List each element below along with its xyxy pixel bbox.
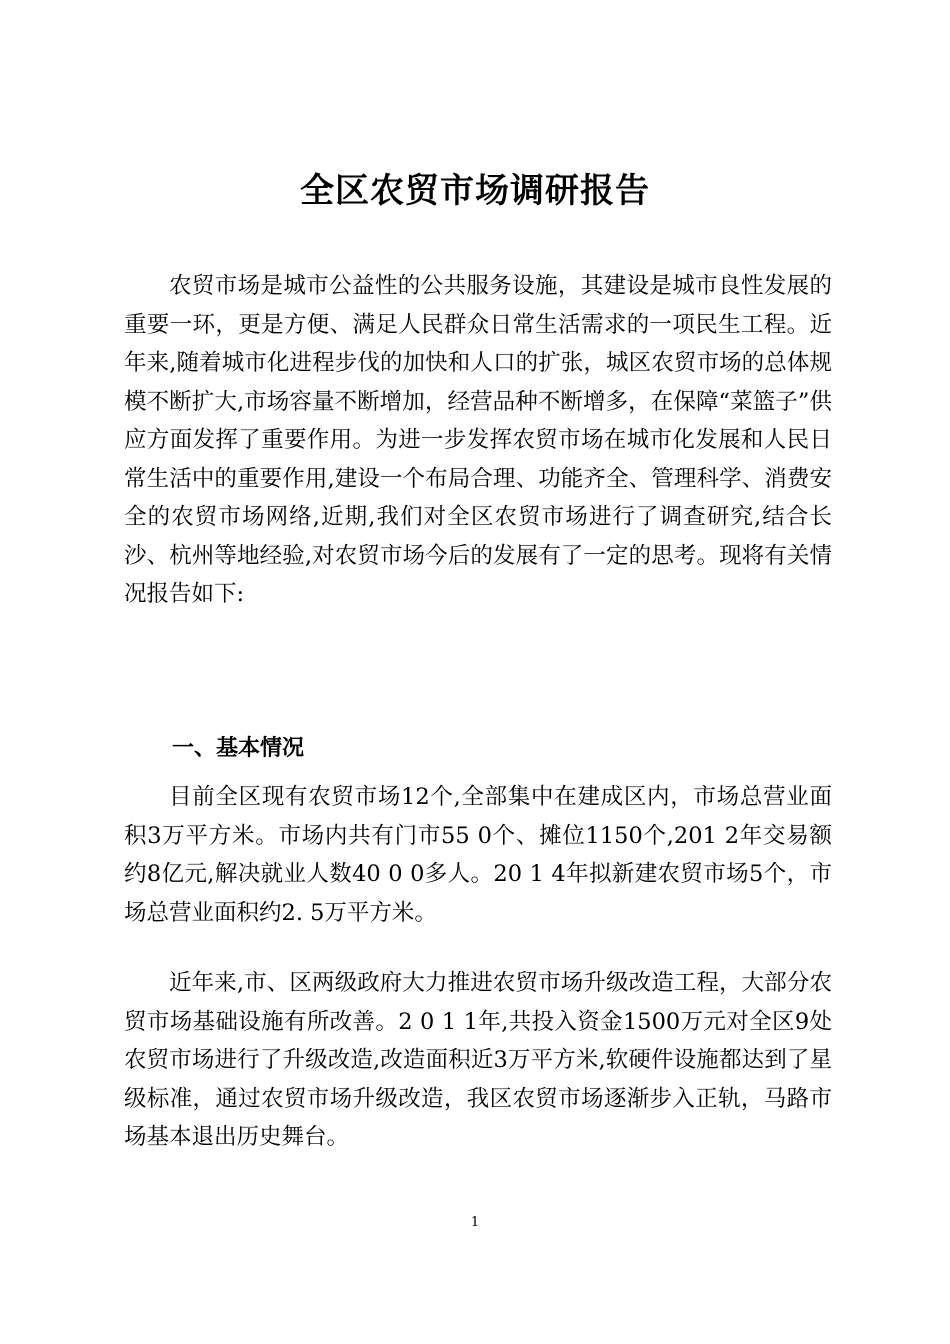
document-title: 全区农贸市场调研报告 (300, 171, 650, 211)
intro-paragraph (124, 267, 832, 614)
page-number: 1 (470, 1215, 480, 1230)
paragraph-text: 目前全区现有农贸市场12个,全部集中在建成区内，市场总营业面积3万平方米。市场内共有门市55 0个、摊位1150个,201 2年交易额约8亿元,解决就业人数40 0 0多人。20 1 4年拟新建农贸市场5个，市场总营业面积约2. 5万平方米。 (124, 784, 832, 926)
section-heading: 一、基本情况 (172, 736, 305, 761)
upgrade-paragraph (124, 964, 832, 1157)
paragraph-text: 农贸市场是城市公益性的公共服务设施，其建设是城市良性发展的重要一环，更是方便、满足人民群众日常生活需求的一项民生工程。近年来,随着城市化进程步伐的加快和人口的扩张，城区农贸市场的总体规模不断扩大,市场容量不断增加，经营品种不断增多，在保障“菜篮子”供应方面发挥了重要作用。为进一步发挥农贸市场在城市化发展和人民日常生活中的重要作用,建设一个布局合理、功能齐全、管理科学、消费安全的农贸市场网络,近期,我们对全区农贸市场进行了调查研究,结合长沙、杭州等地经验,对农贸市场今后的发展有了一定的思考。现将有关情况报告如下: (124, 273, 832, 607)
paragraph-text: 近年来,市、区两级政府大力推进农贸市场升级改造工程，大部分农贸市场基础设施有所改善。2 0 1 1年,共投入资金1500万元对全区9处农贸市场进行了升级改造,改造面积近3万平方米,软硬件设施都达到了星级标准，通过农贸市场升级改造，我区农贸市场逐渐步入正轨，马路市场基本退出历史舞台。 (124, 970, 832, 1150)
basic-situation-paragraph (124, 778, 832, 932)
